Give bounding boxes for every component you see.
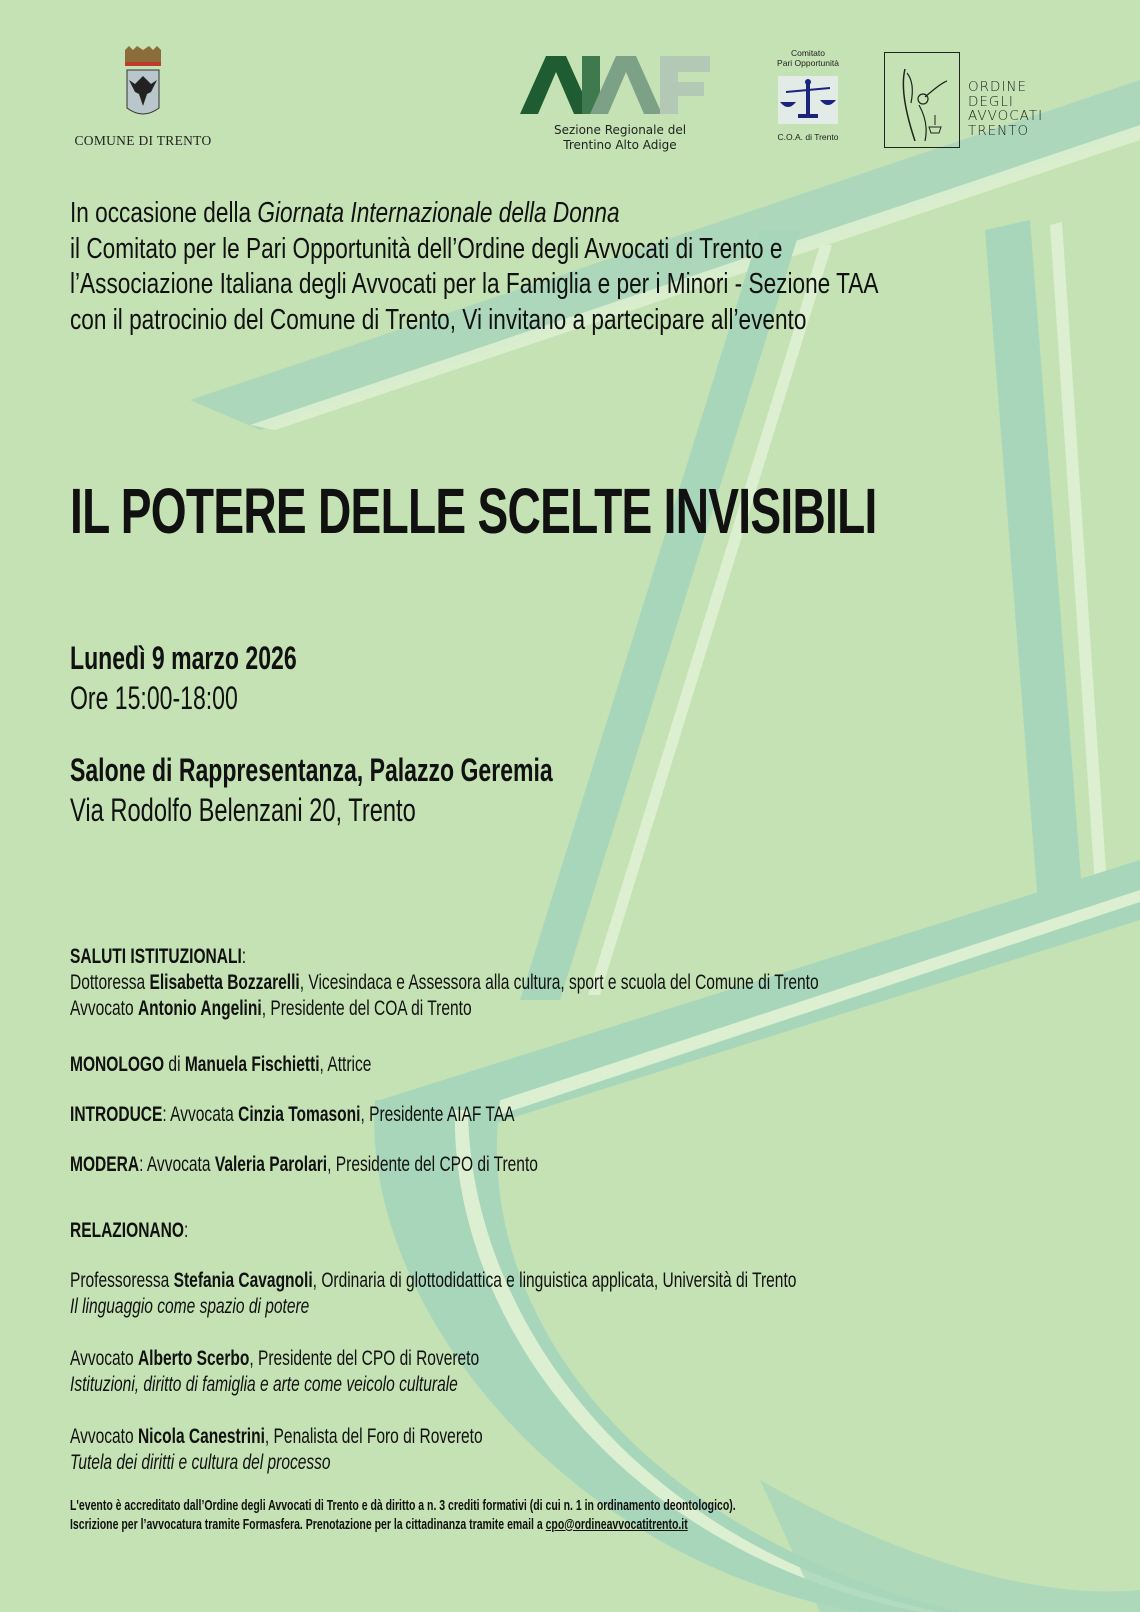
cpo-bottom: C.O.A. di Trento: [777, 132, 839, 142]
ordine-avvocati-logo: [884, 52, 1084, 148]
speaker-item: [70, 1346, 623, 1398]
intro-line4: con il patrocinio del Comune di Trento, Vi invitano a partecipare all’evento: [70, 303, 807, 336]
saluti-item: [70, 996, 1082, 1022]
introduce-line: [70, 1102, 671, 1128]
cpo-logo: [760, 48, 856, 142]
event-time: [70, 680, 303, 717]
coa-line1: ORDINE: [968, 79, 1028, 95]
modera-name: Valeria Parolari: [214, 1153, 328, 1176]
footer-registration: Iscrizione per l’avvocatura tramite Formasfera. Prenotazione per la cittadinanza tramite email a: [70, 1516, 546, 1533]
coa-line3: AVVOCATI: [968, 108, 1044, 124]
speaker-role: , Presidente del CPO di Rovereto: [249, 1347, 480, 1370]
coa-logo-frame: [884, 52, 960, 148]
speaker-talk: Il linguaggio come spazio di potere: [70, 1295, 310, 1318]
aiaf-caption-line2: Trentino Alto Adige: [563, 138, 677, 152]
relazionano-colon: :: [183, 1219, 189, 1242]
saluti-name: Antonio Angelini: [137, 997, 262, 1020]
scales-of-justice-icon: [778, 76, 838, 124]
speaker-prefix: Avvocato: [70, 1425, 138, 1448]
event-address: [70, 792, 537, 829]
trento-coat-of-arms-icon: [121, 46, 165, 122]
modera-mid: : Avvocata: [139, 1153, 215, 1176]
monologo-name: Manuela Fischietti: [184, 1053, 320, 1076]
introduce-role: , Presidente AIAF TAA: [360, 1103, 515, 1126]
modera-heading: MODERA: [70, 1153, 140, 1176]
cpo-top-line1: Comitato: [790, 48, 825, 58]
monologo-role: , Attrice: [319, 1053, 372, 1076]
intro-line2: il Comitato per le Pari Opportunità dell’Ordine degli Avvocati di Trento e: [70, 232, 783, 265]
relazionano-heading-text: RELAZIONANO: [70, 1219, 184, 1242]
event-date: [70, 640, 385, 677]
aiaf-letters-icon: [520, 52, 720, 118]
speaker-talk: Tutela dei diritti e cultura del processo: [70, 1451, 331, 1474]
event-venue: [70, 752, 740, 789]
introduce-name: Cinzia Tomasoni: [238, 1103, 361, 1126]
coa-line2: DEGLI: [968, 93, 1014, 110]
speaker-prefix: Avvocato: [70, 1347, 138, 1370]
event-address-text: Via Rodolfo Belenzani 20, Trento: [70, 792, 416, 828]
coa-line4: TRENTO: [968, 122, 1030, 139]
modera-role: , Presidente del CPO di Trento: [327, 1153, 538, 1176]
event-date-text: Lunedì 9 marzo 2026: [70, 640, 297, 676]
speaker-item: [70, 1424, 628, 1476]
relazionano-heading: [70, 1218, 230, 1244]
monologo-line: [70, 1052, 477, 1078]
saluti-colon: :: [241, 945, 247, 968]
modera-line: [70, 1152, 702, 1178]
speaker-role: , Ordinaria di glottodidattica e linguistica applicata, Università di Trento: [312, 1269, 797, 1292]
saluti-name: Elisabetta Bozzarelli: [149, 971, 300, 994]
speaker-talk: Istituzioni, diritto di famiglia e arte come veicolo culturale: [70, 1373, 458, 1396]
comune-di-trento-logo: [68, 46, 218, 149]
speaker-item: [70, 1268, 1052, 1320]
saluti-prefix: Dottoressa: [70, 971, 150, 994]
footer-notes: [70, 1496, 1021, 1534]
monologo-heading: MONOLOGO: [70, 1053, 165, 1076]
email-link[interactable]: cpo@ordineavvocatitrento.it: [545, 1516, 688, 1533]
event-venue-text: Salone di Rappresentanza, Palazzo Geremia: [70, 752, 553, 788]
footer-accreditation: L'evento è accreditato dall’Ordine degli Avvocati di Trento e dà diritto a n. 3 crediti formativi (di cui n. 1 in ordinamento deontologico).: [70, 1497, 736, 1514]
saluti-heading: SALUTI ISTITUZIONALI: [70, 945, 242, 968]
speaker-name: Stefania Cavagnoli: [173, 1269, 313, 1292]
speaker-name: Nicola Canestrini: [137, 1425, 265, 1448]
monologo-mid: di: [164, 1053, 185, 1076]
aiaf-logo: [520, 52, 720, 153]
cpo-top-line2: Pari Opportunità: [777, 58, 839, 68]
event-time-text: Ore 15:00-18:00: [70, 680, 238, 716]
saluti-role: , Presidente del COA di Trento: [261, 997, 472, 1020]
introduce-heading: INTRODUCE: [70, 1103, 163, 1126]
saluti-section: [70, 944, 1082, 1022]
intro-line3: l’Associazione Italiana degli Avvocati per la Famiglia e per i Minori - Sezione TAA: [70, 268, 879, 300]
speaker-prefix: Professoressa: [70, 1269, 174, 1292]
saluti-prefix: Avvocato: [70, 997, 138, 1020]
coa-logo-text: [968, 80, 1043, 138]
aiaf-caption-line1: Sezione Regionale del: [553, 123, 687, 137]
justice-angel-icon: [885, 53, 959, 147]
intro-text: [70, 196, 1106, 338]
intro-line1-italic: Giornata Internazionale della Donna: [257, 197, 620, 229]
comune-caption: COMUNE DI TRENTO: [74, 133, 212, 148]
saluti-role: , Vicesindaca e Assessora alla cultura, sport e scuola del Comune di Trento: [299, 971, 819, 994]
intro-line1-prefix: In occasione della: [70, 197, 258, 229]
event-title: [70, 474, 1140, 548]
event-title-text: IL POTERE DELLE SCELTE INVISIBILI: [70, 475, 877, 547]
saluti-item: [70, 970, 1082, 996]
speaker-role: , Penalista del Foro di Rovereto: [264, 1425, 483, 1448]
introduce-mid: : Avvocata: [162, 1103, 239, 1126]
speaker-name: Alberto Scerbo: [137, 1347, 250, 1370]
